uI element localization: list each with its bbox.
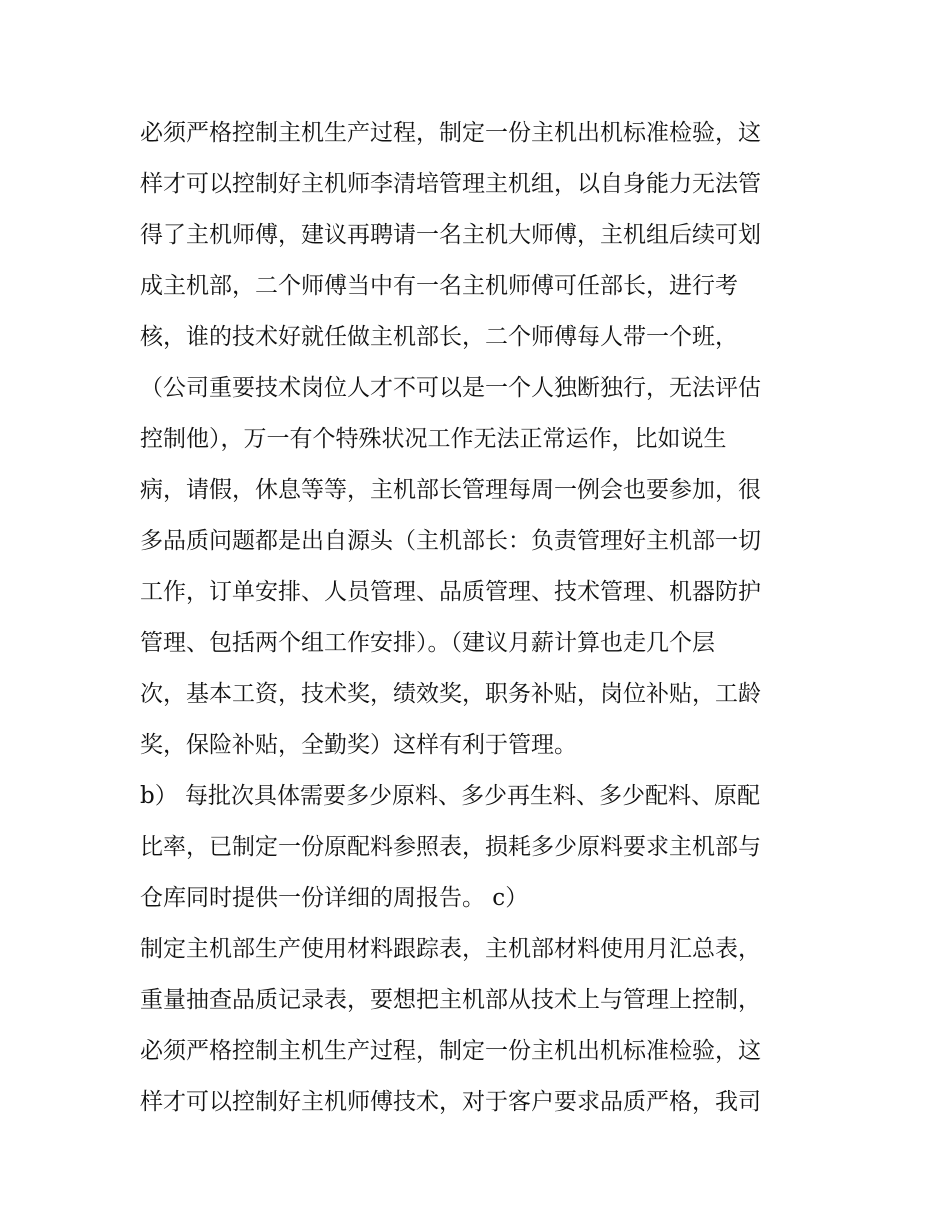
text-line: 核，谁的技术好就任做主机部长，二个师傅每人带一个班， <box>140 324 738 350</box>
text-line: 多品质问题都是出自源头（主机部长：负责管理好主机部一切 <box>140 528 761 554</box>
text-line: 样才可以控制好主机师李清培管理主机组，以自身能力无法管 <box>140 171 761 197</box>
text-line: 病，请假，休息等等，主机部长管理每周一例会也要参加，很 <box>140 477 761 503</box>
text-line: 控制他），万一有个特殊状况工作无法正常运作，比如说生 <box>140 426 727 452</box>
body-text <box>140 108 820 1128</box>
text-line: 必须严格控制主机生产过程，制定一份主机出机标准检验，这 <box>140 120 761 146</box>
text-line: 得了主机师傅，建议再聘请一名主机大师傅，主机组后续可划 <box>140 222 761 248</box>
text-line: 仓库同时提供一份详细的周报告。 c） <box>140 885 529 911</box>
text-line: 工作，订单安排、人员管理、品质管理、技术管理、机器防护 <box>140 579 761 605</box>
text-line: 比率，已制定一份原配料参照表，损耗多少原料要求主机部与 <box>140 834 761 860</box>
text-line: b） 每批次具体需要多少原料、多少再生料、多少配料、原配 <box>140 783 761 809</box>
text-line: （公司重要技术岗位人才不可以是一个人独断独行，无法评估 <box>140 375 761 401</box>
text-line: 奖，保险补贴，全勤奖）这样有利于管理。 <box>140 732 577 758</box>
text-line: 必须严格控制主机生产过程，制定一份主机出机标准检验，这 <box>140 1038 761 1064</box>
text-line: 样才可以控制好主机师傅技术，对于客户要求品质严格，我司 <box>140 1089 761 1115</box>
text-line: 次，基本工资，技术奖，绩效奖，职务补贴，岗位补贴，工龄 <box>140 681 761 707</box>
text-line: 制定主机部生产使用材料跟踪表，主机部材料使用月汇总表， <box>140 936 761 962</box>
text-line: 重量抽查品质记录表，要想把主机部从技术上与管理上控制， <box>140 987 761 1013</box>
text-line: 管理、包括两个组工作安排）。（建议月薪计算也走几个层 <box>140 630 715 656</box>
text-line: 成主机部，二个师傅当中有一名主机师傅可任部长，进行考 <box>140 273 738 299</box>
